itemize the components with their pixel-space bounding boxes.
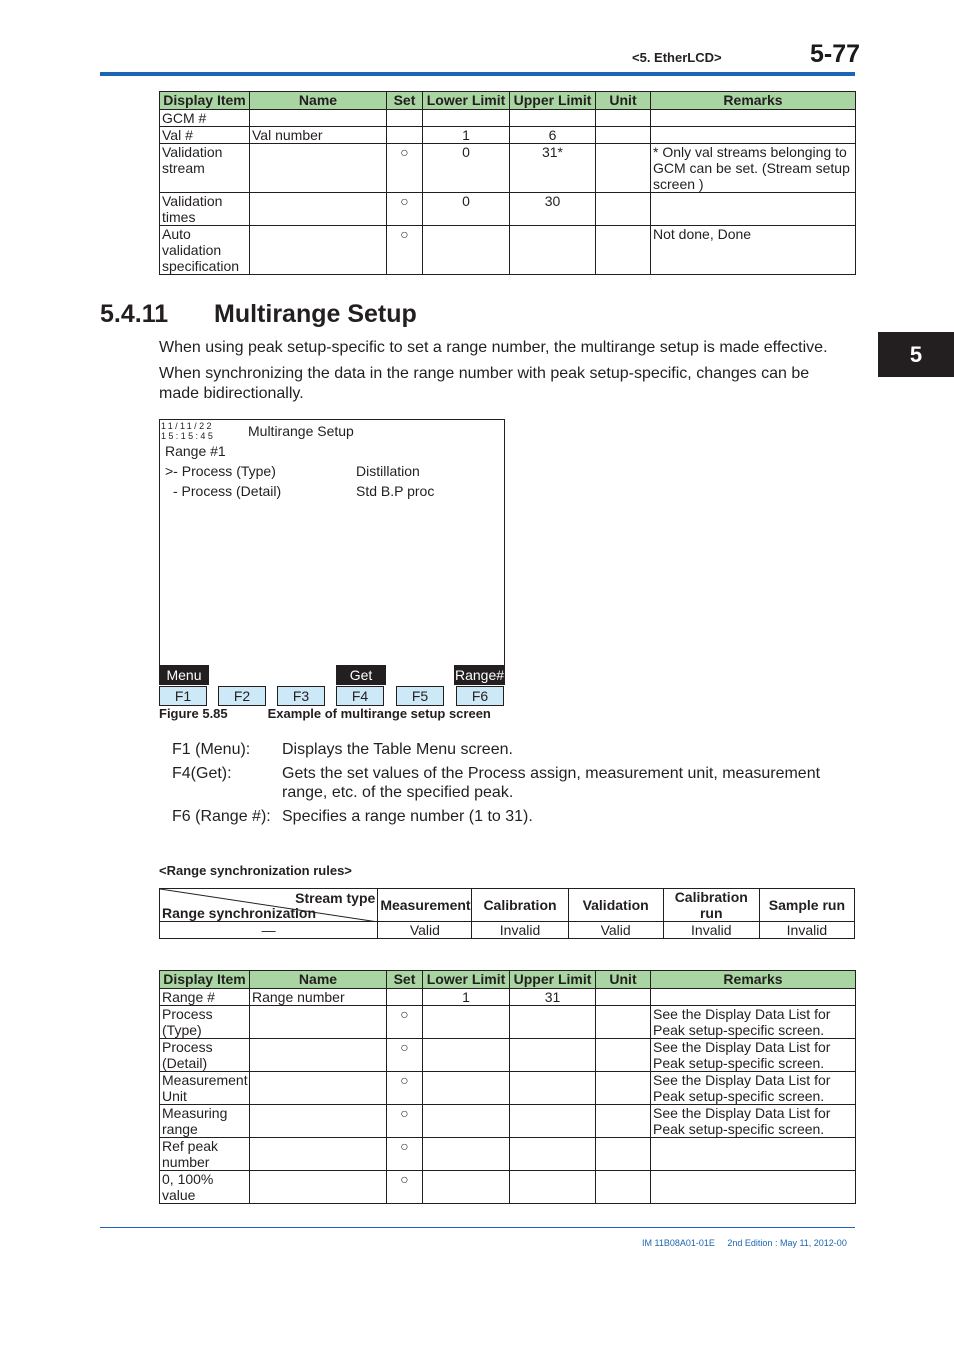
table-row <box>160 1105 856 1138</box>
table-cell: Range number <box>250 989 387 1006</box>
column-header: Calibration run <box>663 889 759 922</box>
table-cell: Validation stream <box>160 144 250 193</box>
validation-table <box>159 91 856 275</box>
process-type-label[interactable]: >- Process (Type) <box>165 463 276 479</box>
table-row <box>160 1138 856 1171</box>
table-cell: Val # <box>160 127 250 144</box>
section-heading <box>100 300 417 329</box>
table-cell <box>596 144 651 193</box>
header-rule <box>100 72 855 76</box>
table-row <box>160 1171 856 1204</box>
table-cell: 0 <box>423 144 510 193</box>
table-cell <box>596 1171 651 1204</box>
column-header: Display Item <box>160 971 250 989</box>
definition-value: Displays the Table Menu screen. <box>282 741 513 758</box>
edition: 2nd Edition : May 11, 2012-00 <box>727 1238 847 1248</box>
screen-time: 15:15:45 <box>161 431 216 441</box>
table-cell <box>250 144 387 193</box>
table-cell: 0 <box>423 193 510 226</box>
table-cell <box>510 1006 596 1039</box>
table-cell: 1 <box>423 989 510 1006</box>
doc-id: IM 11B08A01-01E <box>642 1238 715 1248</box>
column-header: Measurement <box>378 889 472 922</box>
f3-key[interactable]: F3 <box>277 686 325 706</box>
table-cell: ○ <box>387 1171 423 1204</box>
table-row <box>160 1006 856 1039</box>
section-number: 5.4.11 <box>100 300 169 328</box>
table-cell <box>596 127 651 144</box>
column-header: Set <box>387 92 423 110</box>
screen-date: 11/11/22 <box>161 421 214 431</box>
figure-title: Example of multirange setup screen <box>267 706 491 721</box>
column-header: Lower Limit <box>423 971 510 989</box>
column-header: Calibration <box>472 889 568 922</box>
range-number-label: Range #1 <box>165 443 226 459</box>
process-type-value: Distillation <box>356 463 420 479</box>
table-cell: 6 <box>510 127 596 144</box>
table-cell <box>596 1138 651 1171</box>
table-row <box>160 144 856 193</box>
table-cell: Measuring range <box>160 1105 250 1138</box>
table-cell <box>651 989 856 1006</box>
table-cell <box>596 1105 651 1138</box>
paragraph: When synchronizing the data in the range number with peak setup-specific, changes can be made bidirectionally. <box>159 365 810 402</box>
table-cell: See the Display Data List for Peak setup-specific screen. <box>651 1039 856 1072</box>
table-cell <box>387 110 423 127</box>
column-header: Remarks <box>651 971 856 989</box>
table-cell: ○ <box>387 1072 423 1105</box>
table-cell <box>423 226 510 275</box>
table-cell: GCM # <box>160 110 250 127</box>
column-header: Validation <box>568 889 663 922</box>
table-cell: Measurement Unit <box>160 1072 250 1105</box>
definition-key: F4(Get): <box>172 764 232 782</box>
chapter-tab: 5 <box>878 332 954 377</box>
table-cell: * Only val streams belonging to GCM can be set. (Stream setup screen ) <box>651 144 856 193</box>
range-sync-title: <Range synchronization rules> <box>159 863 352 878</box>
table-cell <box>510 1039 596 1072</box>
table-cell <box>250 1171 387 1204</box>
f4-key[interactable]: F4 <box>336 686 384 706</box>
table-cell <box>250 1006 387 1039</box>
table-cell <box>423 110 510 127</box>
list-item <box>172 807 842 827</box>
table-header-row <box>160 971 856 989</box>
table-cell: Process (Detail) <box>160 1039 250 1072</box>
table-cell: See the Display Data List for Peak setup-specific screen. <box>651 1006 856 1039</box>
table-cell: Invalid <box>759 922 854 939</box>
figure-caption <box>159 706 491 721</box>
list-item <box>172 764 842 803</box>
table-cell: ○ <box>387 144 423 193</box>
table-cell: Auto validation specification <box>160 226 250 275</box>
table-cell: Range # <box>160 989 250 1006</box>
table-cell <box>250 1039 387 1072</box>
table-row <box>160 989 856 1006</box>
header-section-label: <5. EtherLCD> <box>632 50 722 65</box>
table-cell <box>423 1006 510 1039</box>
multirange-setup-screen <box>159 419 505 706</box>
table-cell: See the Display Data List for Peak setup-specific screen. <box>651 1105 856 1138</box>
table-cell <box>596 110 651 127</box>
table-row <box>160 1072 856 1105</box>
range-softkey[interactable]: Range# <box>454 667 505 683</box>
table-cell <box>510 226 596 275</box>
menu-softkey[interactable]: Menu <box>159 665 209 685</box>
table-row <box>160 193 856 226</box>
page-number: 5-77 <box>810 40 861 68</box>
table-cell <box>423 1138 510 1171</box>
column-header: Unit <box>596 92 651 110</box>
range-sync-table <box>159 888 855 939</box>
table-cell: Invalid <box>472 922 568 939</box>
table-cell <box>596 989 651 1006</box>
paragraph: When using peak setup-specific to set a range number, the multirange setup is made effective. <box>159 339 828 356</box>
f6-key[interactable]: F6 <box>456 686 504 706</box>
definition-value: Specifies a range number (1 to 31). <box>282 807 533 825</box>
table-header-row <box>160 92 856 110</box>
table-row <box>160 1039 856 1072</box>
column-header: Display Item <box>160 92 250 110</box>
column-header: Set <box>387 971 423 989</box>
process-detail-label[interactable]: - Process (Detail) <box>173 483 282 499</box>
table-row <box>160 110 856 127</box>
column-header: Upper Limit <box>510 92 596 110</box>
table-cell: ○ <box>387 1006 423 1039</box>
process-detail-value: Std B.P proc <box>356 483 435 499</box>
table-cell <box>423 1171 510 1204</box>
table-cell <box>596 1072 651 1105</box>
column-header: Lower Limit <box>423 92 510 110</box>
table-cell <box>250 226 387 275</box>
table-cell <box>250 1105 387 1138</box>
diagonal-header-cell <box>160 889 378 922</box>
column-header: Upper Limit <box>510 971 596 989</box>
stream-type-label: Stream type <box>295 890 376 906</box>
table-cell <box>651 193 856 226</box>
definition-key: F1 (Menu): <box>172 741 251 758</box>
table-cell: 31* <box>510 144 596 193</box>
table-cell <box>423 1105 510 1138</box>
table-cell: 31 <box>510 989 596 1006</box>
screen-title: Multirange Setup <box>248 423 354 439</box>
table-cell <box>250 193 387 226</box>
table-header-row <box>160 889 855 922</box>
footer-rule <box>100 1227 855 1228</box>
table-cell <box>651 1138 856 1171</box>
table-cell <box>596 226 651 275</box>
column-header: Sample run <box>759 889 854 922</box>
table-row <box>160 226 856 275</box>
table-cell: ○ <box>387 1105 423 1138</box>
table-row <box>160 127 856 144</box>
table-cell: ○ <box>387 226 423 275</box>
function-key-list <box>172 740 842 830</box>
figure-label: Figure 5.85 <box>159 706 228 721</box>
table-cell: 30 <box>510 193 596 226</box>
table-cell <box>250 1072 387 1105</box>
column-header: Remarks <box>651 92 856 110</box>
table-cell <box>651 127 856 144</box>
multirange-table <box>159 970 856 1204</box>
table-cell <box>250 110 387 127</box>
column-header: Name <box>250 971 387 989</box>
f1-key[interactable]: F1 <box>159 686 207 706</box>
table-cell: Val number <box>250 127 387 144</box>
list-item <box>172 740 842 760</box>
table-cell: Valid <box>378 922 472 939</box>
table-cell: ○ <box>387 1039 423 1072</box>
table-cell <box>510 110 596 127</box>
table-cell <box>510 1171 596 1204</box>
table-cell: 0, 100% value <box>160 1171 250 1204</box>
section-title: Multirange Setup <box>214 300 417 328</box>
table-cell: Invalid <box>663 922 759 939</box>
table-cell <box>423 1039 510 1072</box>
footer <box>642 1238 847 1248</box>
table-cell <box>510 1105 596 1138</box>
table-cell <box>510 1072 596 1105</box>
get-softkey[interactable]: Get <box>336 665 386 685</box>
table-cell <box>423 1072 510 1105</box>
column-header: Name <box>250 92 387 110</box>
table-cell: ○ <box>387 1138 423 1171</box>
table-row <box>160 922 855 939</box>
range-sync-label: Range synchronization <box>162 905 317 921</box>
table-cell: — <box>160 922 378 939</box>
table-cell: See the Display Data List for Peak setup-specific screen. <box>651 1072 856 1105</box>
table-cell: 1 <box>423 127 510 144</box>
definition-key: F6 (Range #): <box>172 807 271 825</box>
table-cell <box>596 1039 651 1072</box>
table-cell <box>387 989 423 1006</box>
table-cell <box>651 1171 856 1204</box>
table-cell: ○ <box>387 193 423 226</box>
table-cell <box>250 1138 387 1171</box>
f2-key[interactable]: F2 <box>218 686 266 706</box>
table-cell: Not done, Done <box>651 226 856 275</box>
table-cell: Ref peak number <box>160 1138 250 1171</box>
table-cell <box>596 193 651 226</box>
definition-value: Gets the set values of the Process assign, measurement unit, measurement range, etc. of the specified peak. <box>282 764 821 801</box>
table-cell: Valid <box>568 922 663 939</box>
f5-key[interactable]: F5 <box>396 686 444 706</box>
table-cell: Process (Type) <box>160 1006 250 1039</box>
table-cell <box>510 1138 596 1171</box>
table-cell <box>651 110 856 127</box>
table-cell: Validation times <box>160 193 250 226</box>
column-header: Unit <box>596 971 651 989</box>
table-cell <box>596 1006 651 1039</box>
table-cell <box>387 127 423 144</box>
